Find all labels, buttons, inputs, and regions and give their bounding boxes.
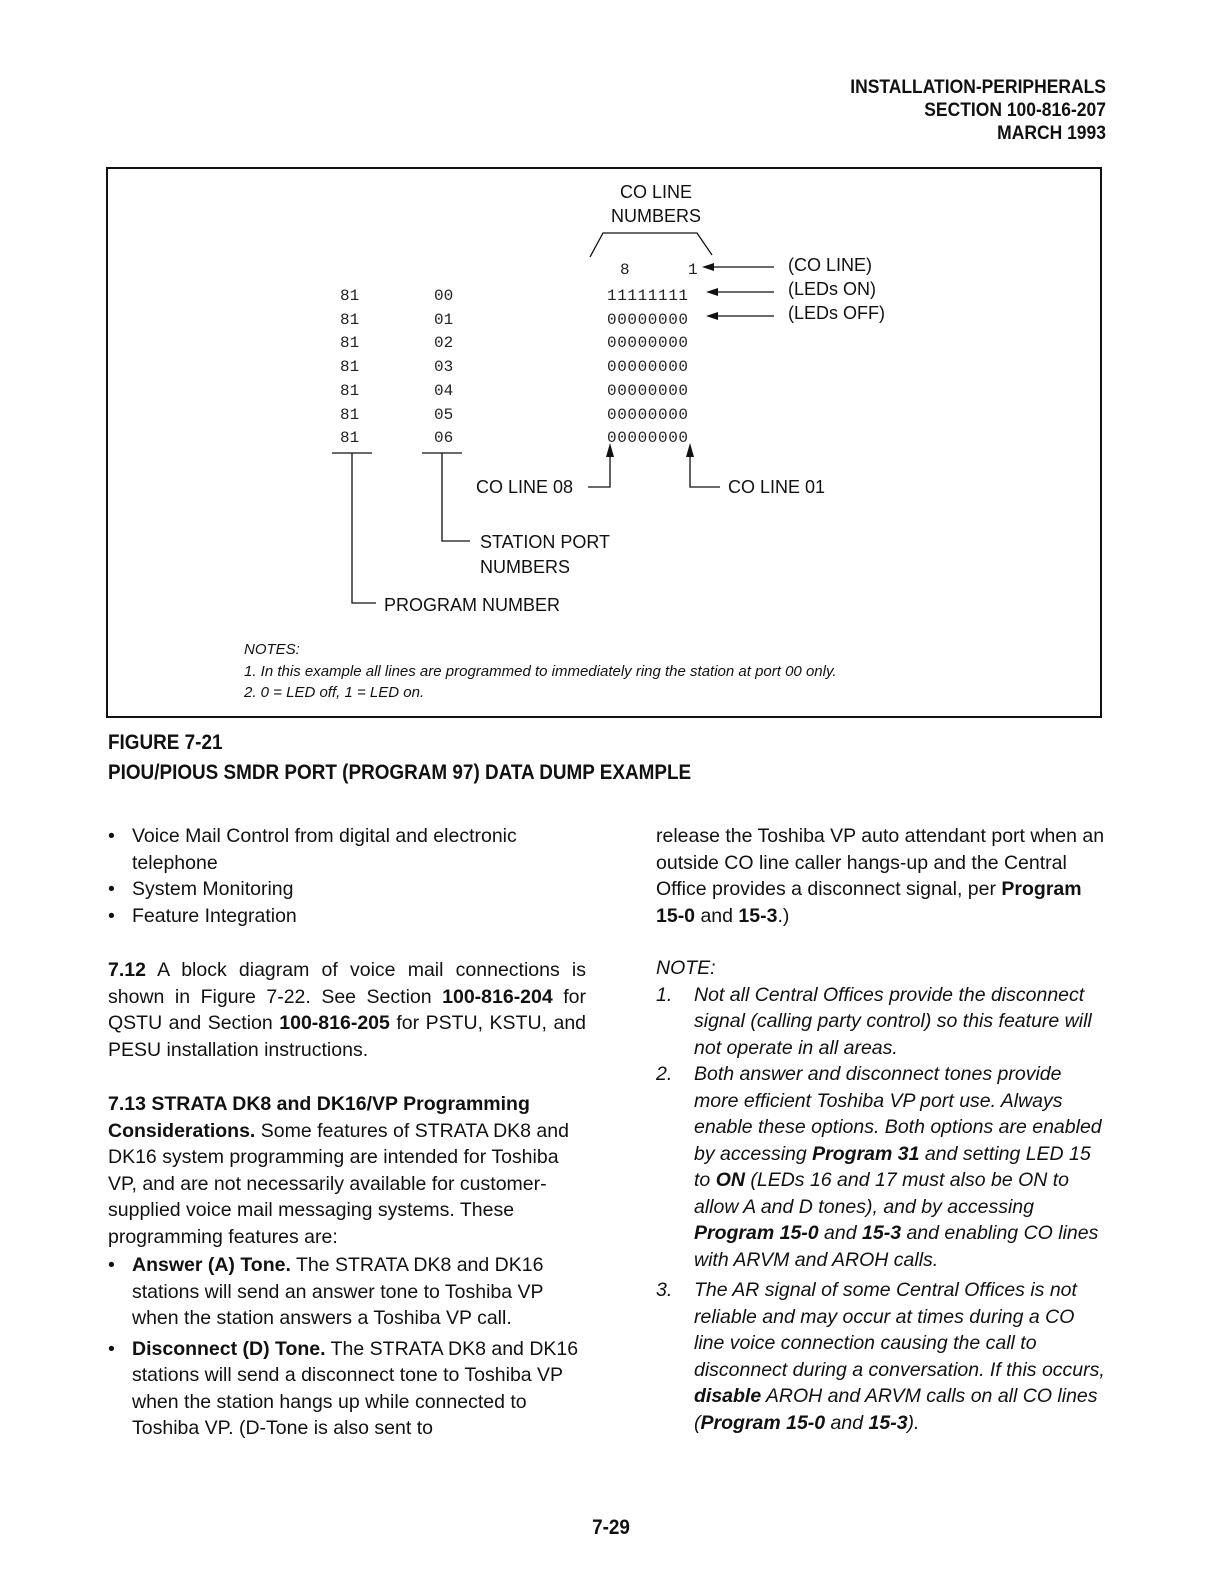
note-item-2: 2. Both answer and disconnect tones provide more efficient Toshiba VP port use. Always enable these options. Both options are enabled by accessing Program 31 and setting LED 15 to ON (LEDs 16 and 17 must also be ON to allow A and D tones), and by accessing Program 15-0 and 15-3 and enabling CO lines with ARVM and AROH calls. [656,1063,1102,1271]
left-column [108,823,586,1442]
co-line-08-label: CO LINE 08 [476,477,574,497]
table-row: 81 [340,405,360,424]
table-row: 00000000 [607,310,689,329]
port-column [434,285,453,451]
table-row: 81 [340,310,360,329]
notes-title: NOTES: [244,641,300,658]
table-row: 11111111 [607,287,689,305]
table-row: 00000000 [607,334,689,353]
bracket-program-number [352,453,376,603]
table-row: 81 [340,429,360,448]
table-row: 04 [434,381,454,400]
header-date: MARCH 1993 [997,123,1106,144]
table-row: 00000000 [607,429,689,448]
station-port-label: STATION PORT NUMBERS [480,532,611,577]
list-item: • Feature Integration [108,903,586,930]
note-item-1: 1. Not all Central Offices provide the disconnect signal (calling party control) so this feature will not operate in all areas. [656,983,1092,1059]
led-data-column [607,285,689,451]
paragraph-7-12: 7.12 A block diagram of voice mail connections is shown in Figure 7-22. See Section 100-816-204 for QSTU and Section 100-816-205 for PSTU, KSTU, and PESU installation instructions. [108,959,587,1061]
program-column [340,285,359,451]
list-item: • Voice Mail Control from digital and electronic telephone [108,823,586,876]
figure-title: PIOU/PIOUS SMDR PORT (PROGRAM 97) DATA DUMP EXAMPLE [108,761,692,784]
co-digit-8: 8 [620,261,630,279]
table-row: 06 [434,429,454,448]
note-1: 1. In this example all lines are programmed to immediately ring the station at port 00 only. [244,662,837,680]
continued-paragraph: release the Toshiba VP auto attendant port when an outside CO line caller hangs-up and the Central Office provides a disconnect signal, per Program 15-0 and 15-3.) [656,825,1105,927]
table-row: 81 [340,358,360,377]
list-item: • System Monitoring [108,876,586,903]
co-bracket [590,233,712,257]
list-item-disconnect-tone: • Disconnect (D) Tone. The STRATA DK8 and DK16 stations will send a disconnect tone to Toshiba VP when the station hangs up while connected to Toshiba VP. (D-Tone is also sent to [108,1336,586,1442]
figure-box [106,167,1102,718]
figure-number: FIGURE 7-21 [108,731,223,754]
right-column [656,823,1108,1436]
table-row: 81 [340,287,360,305]
table-row: 00000000 [607,381,689,400]
note-title: NOTE: [656,957,716,979]
arrow-co-line-01 [690,455,720,487]
label-leds-on: (LEDs ON) [788,279,877,299]
bracket-station-port [442,453,470,541]
figure-lines [106,167,1102,718]
table-row: 00 [434,287,454,305]
label-co-line: (CO LINE) [788,255,873,275]
co-line-numbers-label: CO LINE NUMBERS [611,182,702,226]
program-number-label: PROGRAM NUMBER [384,595,561,615]
table-row: 00000000 [607,405,689,424]
figure-notes [244,639,837,704]
table-row: 81 [340,381,360,400]
table-row: 05 [434,405,454,424]
page-number: 7-29 [592,1516,630,1539]
list-item-answer-tone: • Answer (A) Tone. The STRATA DK8 and DK16 stations will send an answer tone to Toshiba VP when the station answers a Toshiba VP call. [108,1252,586,1332]
co-line-01-label: CO LINE 01 [728,477,826,497]
figure-caption [108,728,691,788]
led-labels [788,253,885,325]
paragraph-7-13: 7.13 STRATA DK8 and DK16/VP Programming Considerations. Some features of STRATA DK8 and DK16 system programming are intended for Toshiba VP, and are not necessarily available for customer-supplied voice mail messaging systems. These programming features are: [108,1093,569,1248]
table-row: 00000000 [607,358,689,377]
note-item-3: 3. The AR signal of some Central Offices is not reliable and may occur at times during a CO line voice connection causing the call to disconnect during a conversation. If this occurs, disable AROH and ARVM calls on all CO lines (Program 15-0 and 15-3). [656,1279,1105,1434]
page-header [850,76,1106,145]
table-row: 81 [340,334,360,353]
label-leds-off: (LEDs OFF) [788,303,885,323]
table-row: 02 [434,334,454,353]
header-title: INSTALLATION-PERIPHERALS [850,77,1106,98]
table-row: 03 [434,358,454,377]
arrow-co-line-08 [588,455,610,487]
co-digit-1: 1 [688,261,698,279]
note-2: 2. 0 = LED off, 1 = LED on. [244,684,425,701]
table-row: 01 [434,310,454,329]
header-section: SECTION 100-816-207 [924,100,1106,121]
